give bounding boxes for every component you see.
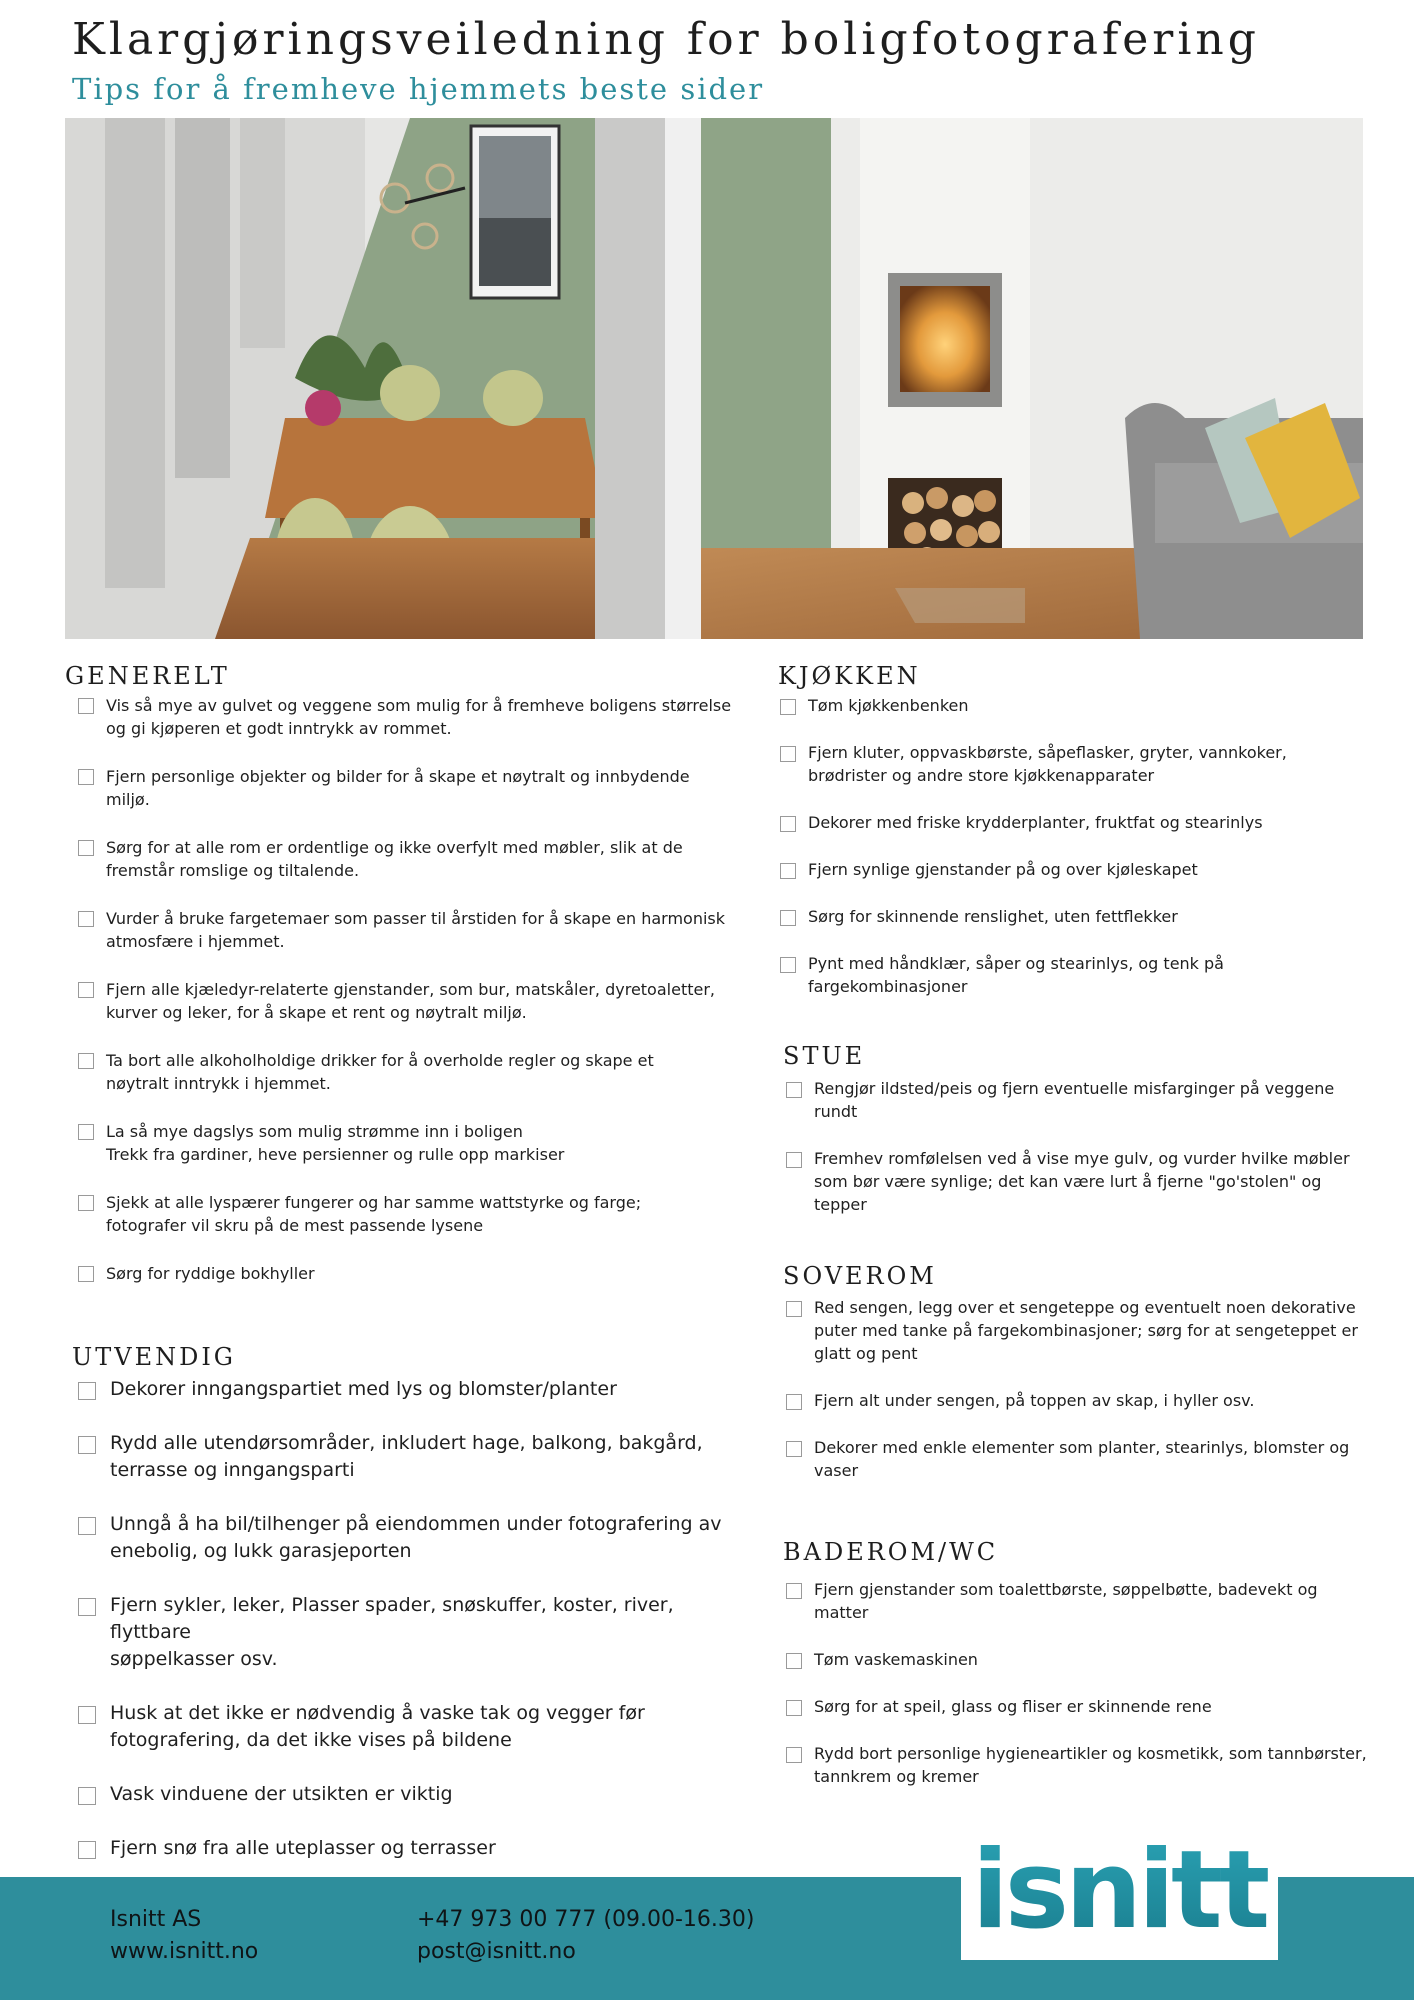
checkbox[interactable] xyxy=(786,1301,802,1317)
document-title: Klargjøringsveiledning for boligfotografering xyxy=(72,14,1260,65)
checklist-utvendig xyxy=(72,1376,747,1889)
section-heading-generelt: GENERELT xyxy=(65,662,230,690)
company-logo xyxy=(961,1815,1278,1960)
checkbox[interactable] xyxy=(78,1706,96,1724)
logo-wordmark: isnitt xyxy=(971,1828,1267,1953)
checkbox[interactable] xyxy=(78,1787,96,1805)
checkbox[interactable] xyxy=(786,1441,802,1457)
checklist-item[interactable]: Dekorer inngangspartiet med lys og blomster/planter xyxy=(72,1376,747,1403)
checkbox[interactable] xyxy=(780,957,796,973)
checkbox[interactable] xyxy=(78,1382,96,1400)
checklist-item[interactable]: Red sengen, legg over et sengeteppe og eventuelt noen dekorative puter med tanke på fargekombinasjoner; sørg for at sengeteppet er glatt og pent xyxy=(780,1296,1394,1365)
checklist-item[interactable]: Dekorer med enkle elementer som planter, stearinlys, blomster og vaser xyxy=(780,1436,1394,1482)
footer-email-link[interactable]: post@isnitt.no xyxy=(417,1939,576,1964)
checklist-item[interactable]: Sørg for skinnende renslighet, uten fettflekker xyxy=(774,905,1394,928)
checklist-item[interactable]: Fremhev romfølelsen ved å vise mye gulv, og vurder hvilke møbler som bør være synlige; det kan være lurt å fjerne "go'stolen" og tepper xyxy=(780,1147,1394,1216)
checklist-item[interactable]: Sørg for at alle rom er ordentlige og ikke overfylt med møbler, slik at de fremstår romslige og tiltalende. xyxy=(72,836,737,882)
checklist-item[interactable]: Fjern sykler, leker, Plasser spader, snøskuffer, koster, river, flyttbare søppelkasser osv. xyxy=(72,1592,747,1673)
section-heading-utvendig: UTVENDIG xyxy=(72,1343,236,1371)
checkbox[interactable] xyxy=(780,746,796,762)
checkbox[interactable] xyxy=(78,982,94,998)
checkbox[interactable] xyxy=(786,1653,802,1669)
checkbox[interactable] xyxy=(780,816,796,832)
checkbox[interactable] xyxy=(78,1841,96,1859)
checkbox[interactable] xyxy=(786,1152,802,1168)
checkbox[interactable] xyxy=(78,769,94,785)
checklist-item[interactable]: Fjern personlige objekter og bilder for å skape et nøytralt og innbydende miljø. xyxy=(72,765,737,811)
hero-photo xyxy=(65,118,1363,639)
section-heading-stue: STUE xyxy=(783,1042,866,1070)
checklist-item[interactable]: Husk at det ikke er nødvendig å vaske tak og vegger før fotografering, da det ikke vises på bildene xyxy=(72,1700,747,1754)
checklist-item[interactable]: Tøm vaskemaskinen xyxy=(780,1648,1400,1671)
checklist-item[interactable]: Sørg for at speil, glass og fliser er skinnende rene xyxy=(780,1695,1400,1718)
checklist-item[interactable]: Ta bort alle alkoholholdige drikker for å overholde regler og skape et nøytralt inntrykk i hjemmet. xyxy=(72,1049,737,1095)
checklist-baderom xyxy=(780,1578,1400,1812)
checkbox[interactable] xyxy=(78,911,94,927)
section-heading-soverom: SOVEROM xyxy=(783,1262,937,1290)
checkbox[interactable] xyxy=(78,1124,94,1140)
checklist-item[interactable]: Fjern gjenstander som toalettbørste, søppelbøtte, badevekt og matter xyxy=(780,1578,1400,1624)
checklist-item[interactable]: La så mye dagslys som mulig strømme inn i boligen Trekk fra gardiner, heve persienner og rulle opp markiser xyxy=(72,1120,737,1166)
checklist-item[interactable]: Dekorer med friske krydderplanter, fruktfat og stearinlys xyxy=(774,811,1394,834)
checklist-item[interactable]: Fjern alt under sengen, på toppen av skap, i hyller osv. xyxy=(780,1389,1394,1412)
checklist-item[interactable]: Fjern snø fra alle uteplasser og terrasser xyxy=(72,1835,747,1862)
section-heading-baderom: BADEROM/WC xyxy=(783,1538,999,1566)
document-subtitle: Tips for å fremheve hjemmets beste sider xyxy=(72,72,765,106)
checklist-item[interactable]: Vurder å bruke fargetemaer som passer til årstiden for å skape en harmonisk atmosfære i hjemmet. xyxy=(72,907,737,953)
checklist-item[interactable]: Fjern alle kjæledyr-relaterte gjenstander, som bur, matskåler, dyretoaletter, kurver og leker, for å skape et rent og nøytralt miljø. xyxy=(72,978,737,1024)
checklist-item[interactable]: Fjern synlige gjenstander på og over kjøleskapet xyxy=(774,858,1394,881)
checkbox[interactable] xyxy=(78,698,94,714)
checkbox[interactable] xyxy=(780,910,796,926)
checklist-item[interactable]: Sørg for ryddige bokhyller xyxy=(72,1262,737,1285)
checkbox[interactable] xyxy=(78,1195,94,1211)
checklist-item[interactable]: Vis så mye av gulvet og veggene som mulig for å fremheve boligens størrelse og gi kjøperen et godt inntrykk av rommet. xyxy=(72,694,737,740)
checkbox[interactable] xyxy=(786,1583,802,1599)
checklist-generelt xyxy=(72,694,737,1310)
checklist-item[interactable]: Rengjør ildsted/peis og fjern eventuelle misfarginger på veggene rundt xyxy=(780,1077,1394,1123)
checklist-item[interactable]: Fjern kluter, oppvaskbørste, såpeflasker, gryter, vannkoker, brødrister og andre store kjøkkenapparater xyxy=(774,741,1394,787)
checklist-item[interactable]: Pynt med håndklær, såper og stearinlys, og tenk på fargekombinasjoner xyxy=(774,952,1394,998)
checkbox[interactable] xyxy=(780,863,796,879)
checklist-stue xyxy=(780,1077,1394,1240)
checkbox[interactable] xyxy=(786,1700,802,1716)
checkbox[interactable] xyxy=(780,699,796,715)
checklist-item[interactable]: Rydd bort personlige hygieneartikler og kosmetikk, som tannbørster, tannkrem og kremer xyxy=(780,1742,1400,1788)
checkbox[interactable] xyxy=(78,840,94,856)
footer-website-link[interactable]: www.isnitt.no xyxy=(110,1939,259,1964)
checklist-item[interactable]: Rydd alle utendørsområder, inkludert hage, balkong, bakgård, terrasse og inngangsparti xyxy=(72,1430,747,1484)
checkbox[interactable] xyxy=(78,1598,96,1616)
checklist-item[interactable]: Vask vinduene der utsikten er viktig xyxy=(72,1781,747,1808)
checklist-kjokken xyxy=(774,694,1394,1022)
checkbox[interactable] xyxy=(78,1266,94,1282)
checkbox[interactable] xyxy=(786,1082,802,1098)
checklist-soverom xyxy=(780,1296,1394,1506)
checkbox[interactable] xyxy=(786,1747,802,1763)
checkbox[interactable] xyxy=(78,1517,96,1535)
checkbox[interactable] xyxy=(78,1436,96,1454)
footer-phone[interactable]: +47 973 00 777 (09.00-16.30) xyxy=(417,1907,755,1932)
checkbox[interactable] xyxy=(786,1394,802,1410)
checklist-item[interactable]: Sjekk at alle lyspærer fungerer og har samme wattstyrke og farge; fotografer vil skru på de mest passende lysene xyxy=(72,1191,737,1237)
section-heading-kjokken: KJØKKEN xyxy=(778,662,921,690)
checklist-item[interactable]: Tøm kjøkkenbenken xyxy=(774,694,1394,717)
footer-company: Isnitt AS xyxy=(110,1907,202,1932)
checkbox[interactable] xyxy=(78,1053,94,1069)
checklist-item[interactable]: Unngå å ha bil/tilhenger på eiendommen under fotografering av enebolig, og lukk garasjeporten xyxy=(72,1511,747,1565)
